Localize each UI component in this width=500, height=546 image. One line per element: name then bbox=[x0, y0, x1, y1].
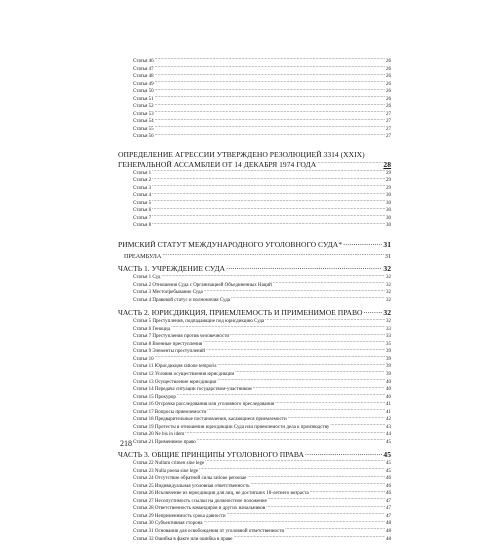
toc-entry-page: 30 bbox=[386, 215, 391, 221]
toc-entry[interactable] bbox=[118, 415, 391, 423]
toc-entry[interactable] bbox=[118, 430, 391, 438]
toc-entry-page: 41 bbox=[386, 402, 391, 408]
toc-entry-label: Статья 51 bbox=[133, 96, 154, 102]
dot-leader bbox=[265, 317, 385, 322]
toc-entry-label: Статья 15 Прокурор bbox=[133, 394, 176, 400]
dot-leader bbox=[152, 199, 385, 204]
toc-entry-label: Статья 26 Исключение из юрисдикции для лиц, не достигших 18-летнего возраста bbox=[133, 491, 309, 497]
dot-leader bbox=[155, 102, 385, 107]
toc-entry-label: Статья 23 Nulla poena sine lege bbox=[133, 468, 199, 474]
toc-entry[interactable] bbox=[118, 102, 391, 110]
dot-leader bbox=[155, 65, 385, 70]
dot-leader bbox=[152, 221, 385, 226]
toc-entry-label: Статья 30 Субъективная сторона bbox=[133, 521, 203, 527]
toc-entry[interactable] bbox=[118, 438, 391, 446]
table-of-contents bbox=[118, 57, 391, 546]
toc-entry[interactable] bbox=[118, 95, 391, 103]
toc-entry-label: Статья 2 Отношения Суда с Организацией Объединенных Наций bbox=[133, 282, 272, 288]
toc-entry[interactable] bbox=[118, 184, 391, 192]
toc-entry-page: 39 bbox=[386, 356, 391, 362]
toc-entry[interactable] bbox=[118, 347, 391, 355]
toc-entry-page: 44 bbox=[386, 432, 391, 438]
toc-entry-label: Статья 6 bbox=[133, 208, 152, 214]
toc-entry[interactable] bbox=[118, 385, 391, 393]
toc-entry[interactable] bbox=[118, 281, 391, 289]
heading-label: РИМСКИЙ СТАТУТ МЕЖДУНАРОДНОГО УГОЛОВНОГО СУДА* bbox=[118, 239, 343, 249]
toc-entry[interactable] bbox=[118, 519, 391, 527]
toc-entry[interactable] bbox=[118, 504, 391, 512]
toc-entry-page: 32 bbox=[386, 319, 391, 325]
dot-leader bbox=[177, 393, 385, 398]
part-heading-label: ЧАСТЬ 2. ЮРИСДИКЦИЯ, ПРИЕМЛЕМОСТЬ И ПРИМЕНИМОЕ ПРАВО bbox=[118, 308, 363, 318]
toc-entry-label: Статья 1 bbox=[133, 170, 152, 176]
toc-entry-page: 46 bbox=[386, 491, 391, 497]
dot-leader bbox=[185, 430, 385, 435]
dot-leader bbox=[230, 332, 385, 337]
toc-entry[interactable] bbox=[118, 72, 391, 80]
toc-entry-page: 48 bbox=[386, 528, 391, 534]
toc-entry-page: 47 bbox=[386, 506, 391, 512]
toc-entry-page: 43 bbox=[386, 424, 391, 430]
toc-entry[interactable] bbox=[118, 221, 391, 229]
toc-entry[interactable] bbox=[118, 125, 391, 133]
toc-entry-page: 26 bbox=[386, 96, 391, 102]
toc-entry-page: 27 bbox=[386, 126, 391, 132]
toc-entry[interactable] bbox=[118, 65, 391, 73]
toc-entry-label: Статья 13 Осуществление юрисдикции bbox=[133, 379, 217, 385]
toc-entry[interactable] bbox=[118, 214, 391, 222]
section-heading-rome-statute[interactable] bbox=[118, 239, 391, 249]
dot-leader bbox=[234, 535, 385, 540]
dot-leader bbox=[253, 385, 385, 390]
part-heading-label: ЧАСТЬ 1. УЧРЕЖДЕНИЕ СУДА bbox=[118, 264, 226, 274]
toc-preamble[interactable] bbox=[118, 252, 391, 261]
dot-leader bbox=[268, 497, 385, 502]
toc-entry-label: Статья 1 Суд bbox=[133, 275, 161, 281]
dot-leader bbox=[275, 400, 385, 405]
toc-entry-label: Статья 28 Ответственность командиров и других начальников bbox=[133, 506, 266, 512]
toc-entry-page: 29 bbox=[386, 178, 391, 184]
dot-leader bbox=[155, 72, 385, 77]
dot-leader bbox=[217, 378, 385, 383]
dot-leader bbox=[204, 288, 385, 293]
toc-entry-label: Статья 21 Применимое право bbox=[133, 439, 196, 445]
toc-entry-label: Статья 46 bbox=[133, 59, 154, 64]
dot-leader bbox=[206, 347, 385, 352]
page-number: 218 bbox=[120, 439, 132, 448]
toc-entry[interactable] bbox=[118, 512, 391, 520]
toc-entry-label: Статья 5 bbox=[133, 200, 152, 206]
toc-entry[interactable] bbox=[118, 169, 391, 177]
dot-leader bbox=[155, 355, 385, 360]
heading-line: ОПРЕДЕЛЕНИЕ АГРЕССИИ УТВЕРЖДЕНО РЕЗОЛЮЦИЕЙ 3314 (XXIX) bbox=[118, 150, 365, 160]
toc-entry-label: Статья 7 Преступления против человечности bbox=[133, 334, 230, 340]
toc-entry-page: 27 bbox=[386, 134, 391, 140]
dot-leader bbox=[155, 57, 385, 62]
part-heading-label: ЧАСТЬ 3. ОБЩИЕ ПРИНЦИПЫ УГОЛОВНОГО ПРАВА bbox=[118, 450, 304, 460]
toc-entry[interactable] bbox=[118, 340, 391, 348]
toc-entry-page: 48 bbox=[386, 521, 391, 527]
toc-entry-page: 32 bbox=[386, 290, 391, 296]
dot-leader bbox=[152, 206, 385, 211]
dot-leader bbox=[343, 239, 382, 247]
toc-entry-label: Статья 32 Ошибка в факте или ошибка в праве bbox=[133, 536, 233, 542]
toc-entry-label: Статья 50 bbox=[133, 89, 154, 95]
toc-entry-label: Статья 18 Предварительные постановления, касающиеся приемлемости bbox=[133, 417, 287, 423]
toc-entry-label: Статья 27 Несопустимость ссылки на должностное положение bbox=[133, 498, 267, 504]
toc-entry-label: Статья 20 Ne bis in idem bbox=[133, 432, 185, 438]
toc-entry-page: 26 bbox=[386, 66, 391, 72]
toc-entry[interactable] bbox=[118, 325, 391, 333]
toc-entry[interactable] bbox=[118, 527, 391, 535]
heading-line bbox=[118, 159, 391, 169]
toc-entry-page: 30 bbox=[386, 208, 391, 214]
toc-entry-page: 29 bbox=[386, 170, 391, 176]
dot-leader bbox=[273, 281, 385, 286]
dot-leader bbox=[227, 512, 385, 517]
toc-entry-label: Статья 8 bbox=[133, 223, 152, 229]
toc-entry-page: 26 bbox=[386, 104, 391, 110]
dot-leader bbox=[152, 191, 385, 196]
toc-entry[interactable] bbox=[118, 199, 391, 207]
dot-leader bbox=[217, 362, 385, 367]
dot-leader bbox=[155, 125, 385, 130]
dot-leader bbox=[155, 117, 385, 122]
dot-leader bbox=[155, 110, 385, 115]
dot-leader bbox=[155, 87, 385, 92]
part-heading[interactable] bbox=[118, 264, 391, 274]
toc-entry-page: 40 bbox=[386, 379, 391, 385]
toc-entry[interactable] bbox=[118, 467, 391, 475]
toc-entry-label: Статья 6 Геноцид bbox=[133, 326, 171, 332]
toc-entry[interactable] bbox=[118, 332, 391, 340]
dot-leader bbox=[364, 308, 383, 316]
toc-entry-page: 47 bbox=[386, 513, 391, 519]
toc-entry[interactable] bbox=[118, 497, 391, 505]
toc-entry-label: Статья 29 Неприменимость срока давности bbox=[133, 513, 226, 519]
dot-leader bbox=[162, 252, 383, 258]
toc-entry-page: 33 bbox=[386, 326, 391, 332]
toc-entry[interactable] bbox=[118, 87, 391, 95]
toc-entry-label: Статья 25 Индивидуальная уголовная ответственность bbox=[133, 483, 250, 489]
toc-entry-label: Статья 16 Отсрочка расследования или уголовного преследования bbox=[133, 402, 275, 408]
part-heading[interactable] bbox=[118, 449, 391, 459]
toc-entry[interactable] bbox=[118, 110, 391, 118]
toc-entry-page: 45 bbox=[386, 468, 391, 474]
toc-entry-label: Статья 22 Nullum crimen sine lege bbox=[133, 461, 205, 467]
dot-leader bbox=[226, 264, 382, 272]
toc-entry-page: 32 bbox=[386, 282, 391, 288]
dot-leader bbox=[152, 176, 385, 181]
part-heading-page: 45 bbox=[383, 450, 391, 460]
dot-leader bbox=[235, 370, 385, 375]
toc-entry[interactable] bbox=[118, 423, 391, 431]
dot-leader bbox=[316, 159, 383, 167]
toc-entry-label: Статья 7 bbox=[133, 215, 152, 221]
toc-entry[interactable] bbox=[118, 378, 391, 386]
toc-entry[interactable] bbox=[118, 355, 391, 363]
toc-entry-label: Статья 12 Условия осуществления юрисдикции bbox=[133, 371, 235, 377]
toc-entry-page: 40 bbox=[386, 387, 391, 393]
toc-entry[interactable] bbox=[118, 206, 391, 214]
toc-entry[interactable] bbox=[118, 273, 391, 281]
dot-leader bbox=[310, 489, 385, 494]
toc-entry[interactable] bbox=[118, 362, 391, 370]
toc-entry[interactable] bbox=[118, 535, 391, 543]
toc-entry-label: Статья 53 bbox=[133, 111, 154, 117]
toc-entry-label: Статья 3 bbox=[133, 185, 152, 191]
toc-preamble-page: 31 bbox=[384, 252, 391, 260]
dot-leader bbox=[204, 519, 385, 524]
toc-entry-page: 48 bbox=[386, 536, 391, 542]
toc-entry[interactable] bbox=[118, 489, 391, 497]
dot-leader bbox=[155, 80, 385, 85]
toc-entry-page: 26 bbox=[386, 74, 391, 80]
toc-entry-page: 26 bbox=[386, 89, 391, 95]
toc-entry-label: Статья 8 Военные преступления bbox=[133, 341, 203, 347]
toc-entry-page: 33 bbox=[386, 334, 391, 340]
heading-page: 31 bbox=[383, 239, 391, 249]
dot-leader bbox=[152, 184, 385, 189]
toc-entry[interactable] bbox=[118, 80, 391, 88]
toc-entry[interactable] bbox=[118, 191, 391, 199]
toc-entry[interactable] bbox=[118, 57, 391, 65]
dot-leader bbox=[266, 504, 385, 509]
dot-leader bbox=[285, 527, 385, 532]
toc-entry-label: Статья 49 bbox=[133, 81, 154, 87]
toc-entry-page: 47 bbox=[386, 498, 391, 504]
dot-leader bbox=[330, 423, 385, 428]
dot-leader bbox=[152, 214, 385, 219]
toc-entry-label: Статья 9 Элементы преступлений bbox=[133, 349, 205, 355]
toc-entry-page: 35 bbox=[386, 341, 391, 347]
toc-entry-page: 26 bbox=[386, 81, 391, 87]
toc-entry-page: 27 bbox=[386, 119, 391, 125]
toc-entry[interactable] bbox=[118, 393, 391, 401]
toc-entry-page: 29 bbox=[386, 185, 391, 191]
toc-entry-label: Статья 11 Юрисдикция ratione temporis bbox=[133, 364, 217, 370]
toc-entry-page: 40 bbox=[386, 394, 391, 400]
dot-leader bbox=[251, 482, 385, 487]
toc-entry-label: Статья 24 Отсутствие обратной силы ratione personae bbox=[133, 476, 247, 482]
dot-leader bbox=[207, 408, 385, 413]
dot-leader bbox=[288, 415, 385, 420]
part-heading[interactable] bbox=[118, 308, 391, 318]
toc-entry-page: 30 bbox=[386, 223, 391, 229]
part-heading-page: 32 bbox=[383, 264, 391, 274]
dot-leader bbox=[161, 273, 385, 278]
toc-entry[interactable] bbox=[118, 459, 391, 467]
toc-entry-page: 42 bbox=[386, 417, 391, 423]
toc-entry-label: Статья 31 Основания для освобождения от уголовной ответственности bbox=[133, 528, 285, 534]
toc-entry[interactable] bbox=[118, 117, 391, 125]
part-heading-page: 32 bbox=[383, 308, 391, 318]
toc-entry-label: Статья 19 Протесты в отношении юрисдикции Суда или приемлемости дела к производству bbox=[133, 424, 330, 430]
toc-entry-label: Статья 3 Местопребывание Суда bbox=[133, 290, 203, 296]
toc-entry-page: 30 bbox=[386, 193, 391, 199]
toc-entry-label: Статья 2 bbox=[133, 178, 152, 184]
toc-entry-page: 39 bbox=[386, 349, 391, 355]
toc-entry-page: 45 bbox=[386, 461, 391, 467]
toc-entry-page: 46 bbox=[386, 476, 391, 482]
toc-entry[interactable] bbox=[118, 176, 391, 184]
toc-entry-label: Статья 47 bbox=[133, 66, 154, 72]
toc-entry-label: Статья 48 bbox=[133, 74, 154, 80]
dot-leader bbox=[247, 474, 385, 479]
toc-entry[interactable] bbox=[118, 408, 391, 416]
toc-entry-page: 41 bbox=[386, 409, 391, 415]
toc-entry[interactable] bbox=[118, 400, 391, 408]
dot-leader bbox=[199, 467, 385, 472]
toc-entry-label: Статья 14 Передача ситуации государством-участником bbox=[133, 387, 252, 393]
toc-entry-page: 46 bbox=[386, 483, 391, 489]
toc-entry-page: 26 bbox=[386, 59, 391, 64]
toc-entry[interactable] bbox=[118, 317, 391, 325]
toc-entry[interactable] bbox=[118, 370, 391, 378]
toc-preamble-label: ПРЕАМБУЛА bbox=[124, 252, 162, 260]
toc-entry-label: Статья 5 Преступления, подпадающие под юрисдикцию Суда bbox=[133, 319, 265, 325]
toc-entry-page: 32 bbox=[386, 298, 391, 303]
dot-leader bbox=[203, 340, 385, 345]
dot-leader bbox=[305, 449, 382, 457]
dot-leader bbox=[205, 459, 385, 464]
heading-line-label: ГЕНЕРАЛЬНОЙ АССАМБЛЕИ ОТ 14 ДЕКАБРЯ 1974 ГОДА bbox=[118, 159, 317, 169]
toc-entry-page: 32 bbox=[386, 275, 391, 281]
toc-entry-label: Статья 55 bbox=[133, 126, 154, 132]
toc-entry[interactable] bbox=[118, 132, 391, 140]
toc-entry-page: 27 bbox=[386, 111, 391, 117]
dot-leader bbox=[171, 325, 385, 330]
dot-leader bbox=[197, 438, 385, 443]
section-heading-aggression[interactable] bbox=[118, 150, 391, 169]
toc-entry-page: 30 bbox=[386, 200, 391, 206]
dot-leader bbox=[155, 132, 385, 137]
toc-entry-label: Статья 56 bbox=[133, 134, 154, 140]
heading-page: 28 bbox=[383, 159, 391, 169]
toc-entry-label: Статья 4 bbox=[133, 193, 152, 199]
toc-entry-label: Статья 4 Правовой статус и полномочия Суда bbox=[133, 298, 230, 303]
toc-entry[interactable] bbox=[118, 296, 391, 304]
dot-leader bbox=[155, 95, 385, 100]
dot-leader bbox=[231, 296, 385, 301]
toc-entry-label: Статья 54 bbox=[133, 119, 154, 125]
toc-entry-label: Статья 10 bbox=[133, 356, 154, 362]
toc-entry[interactable] bbox=[118, 474, 391, 482]
toc-entry-label: Статья 17 Вопросы приемлемости bbox=[133, 409, 207, 415]
toc-entry[interactable] bbox=[118, 482, 391, 490]
toc-entry-page: 45 bbox=[386, 439, 391, 445]
toc-entry[interactable] bbox=[118, 288, 391, 296]
toc-entry-label: Статья 52 bbox=[133, 104, 154, 110]
toc-entry-page: 39 bbox=[386, 371, 391, 377]
dot-leader bbox=[152, 169, 385, 174]
toc-entry-page: 39 bbox=[386, 364, 391, 370]
